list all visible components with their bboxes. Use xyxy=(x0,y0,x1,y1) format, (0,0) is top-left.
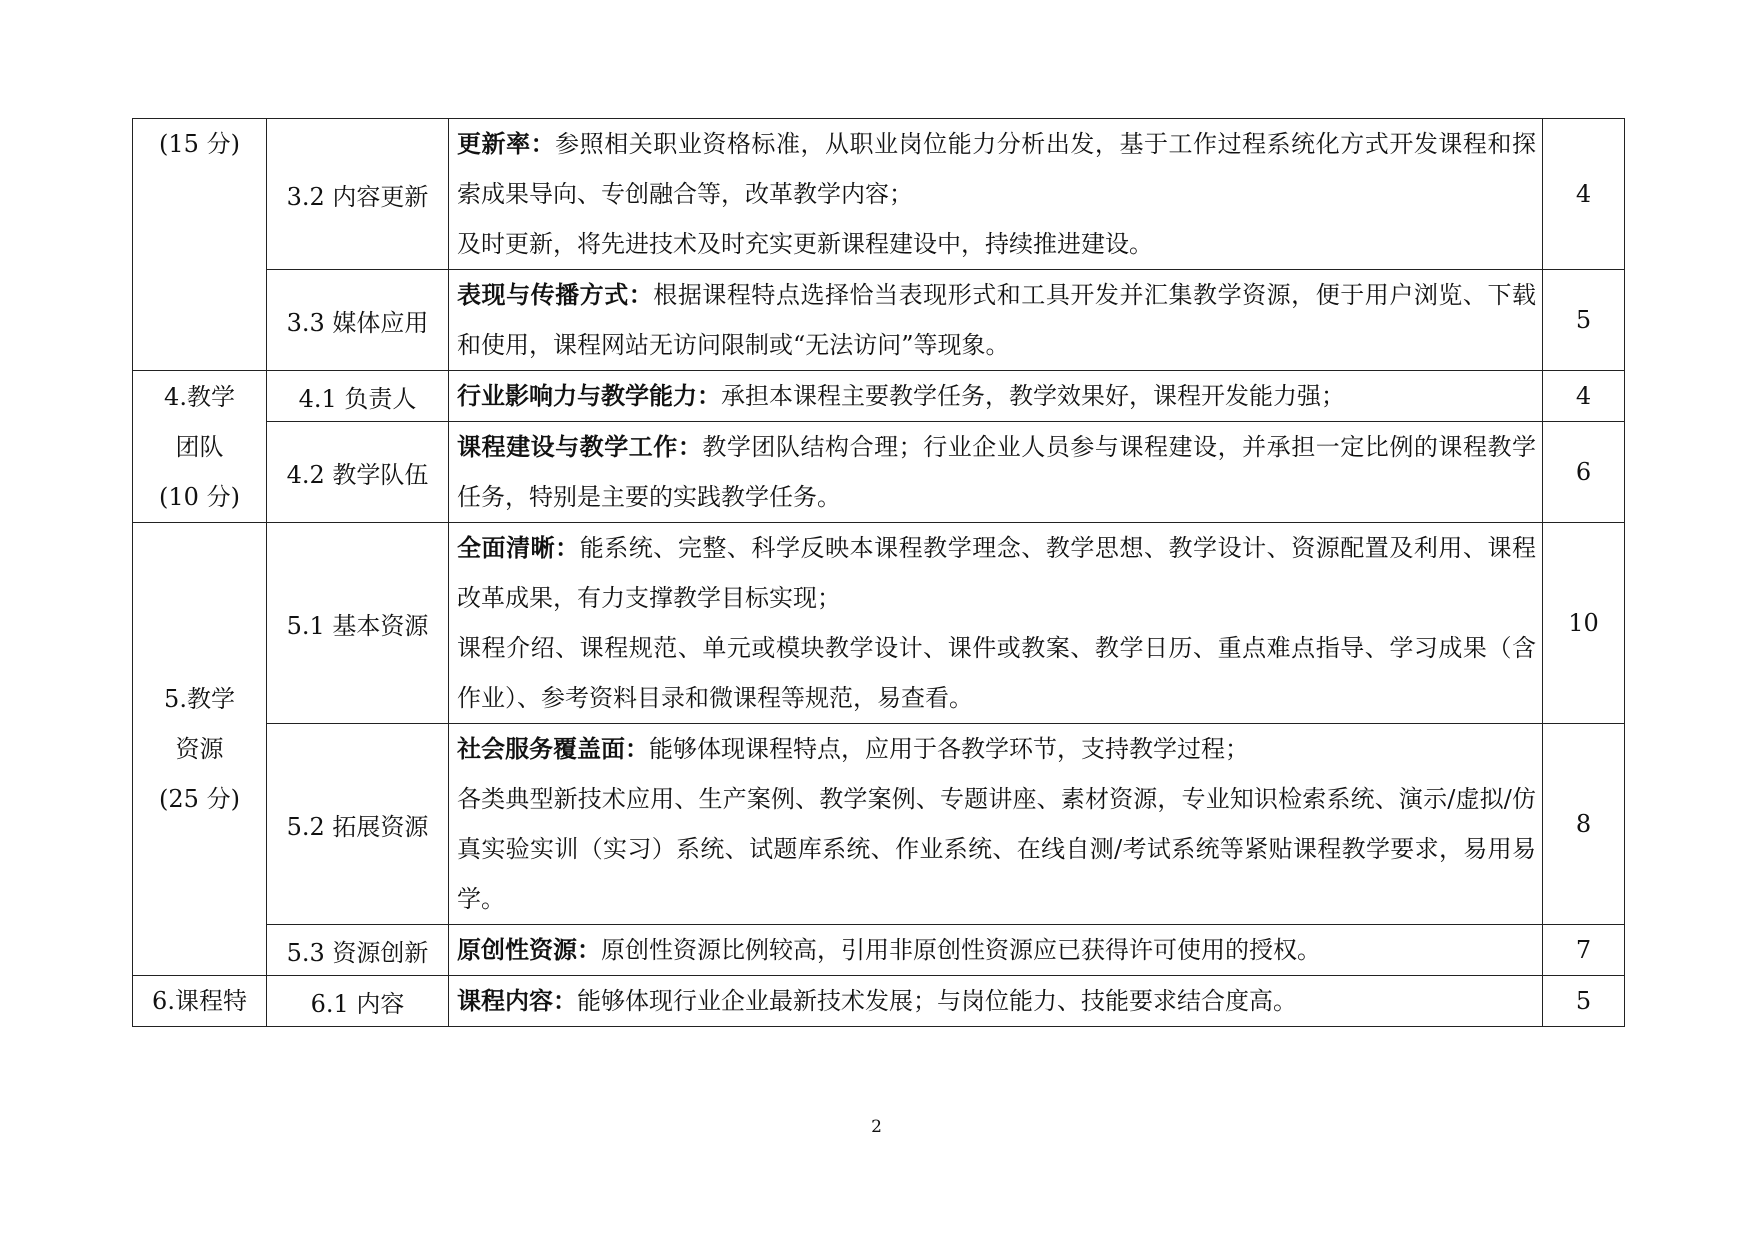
table-row xyxy=(133,523,1625,724)
criteria-cell xyxy=(449,976,1543,1027)
category-label: (15 分) xyxy=(159,130,240,158)
criteria-cell xyxy=(449,925,1543,976)
subitem-cell xyxy=(267,925,449,976)
subitem-cell xyxy=(267,724,449,925)
table-row xyxy=(133,925,1625,976)
subitem-label: 5.3 资源创新 xyxy=(286,938,429,967)
criteria-text: 根据课程特点选择恰当表现形式和工具开发并汇集教学资源，便于用户浏览、下载和使用，课程网站无访问限制或“无法访问”等现象。 xyxy=(457,281,1536,359)
category-label: 6.课程特 xyxy=(152,987,247,1015)
category-cell xyxy=(133,371,267,523)
score-value: 4 xyxy=(1575,382,1592,410)
criteria-text: 能够体现课程特点，应用于各教学环节，支持教学过程； xyxy=(649,735,1249,763)
score-value: 5 xyxy=(1575,306,1592,334)
score-value: 4 xyxy=(1575,180,1592,208)
score-value: 5 xyxy=(1575,987,1592,1015)
subitem-label: 6.1 内容 xyxy=(310,989,405,1018)
subitem-cell xyxy=(267,371,449,422)
table-row xyxy=(133,119,1625,270)
subitem-cell xyxy=(267,119,449,270)
category-label: (25 分) xyxy=(159,785,240,813)
subitem-label: 3.2 内容更新 xyxy=(286,182,429,211)
score-value: 7 xyxy=(1575,936,1592,964)
criteria-text: 各类典型新技术应用、生产案例、教学案例、专题讲座、素材资源，专业知识检索系统、演示/虚拟/仿真实验实训（实习）系统、试题库系统、作业系统、在线自测/考试系统等紧贴课程教学要求，易用易学。 xyxy=(457,785,1536,913)
criteria-text: 原创性资源比例较高，引用非原创性资源应已获得许可使用的授权。 xyxy=(601,936,1321,964)
criteria-keyword: 课程建设与教学工作： xyxy=(457,432,703,461)
criteria-cell xyxy=(449,371,1543,422)
subitem-label: 4.2 教学队伍 xyxy=(286,460,429,489)
criteria-keyword: 表现与传播方式： xyxy=(457,280,654,309)
score-cell xyxy=(1543,523,1625,724)
criteria-text: 承担本课程主要教学任务，教学效果好，课程开发能力强； xyxy=(721,382,1345,410)
category-cell xyxy=(133,976,267,1027)
subitem-label: 5.1 基本资源 xyxy=(286,611,429,640)
criteria-keyword: 更新率： xyxy=(457,129,556,158)
score-cell xyxy=(1543,422,1625,523)
criteria-text: 能系统、完整、科学反映本课程教学理念、教学思想、教学设计、资源配置及利用、课程改革成果，有力支撑教学目标实现； xyxy=(457,534,1537,612)
criteria-text: 及时更新，将先进技术及时充实更新课程建设中，持续推进建设。 xyxy=(457,230,1153,258)
category-label: (10 分) xyxy=(159,482,240,511)
criteria-text: 能够体现行业企业最新技术发展；与岗位能力、技能要求结合度高。 xyxy=(577,987,1297,1015)
page-number: 2 xyxy=(871,1117,882,1137)
subitem-cell xyxy=(267,523,449,724)
subitem-cell xyxy=(267,976,449,1027)
criteria-cell xyxy=(449,119,1543,270)
table-row xyxy=(133,976,1625,1027)
score-cell xyxy=(1543,270,1625,371)
criteria-cell xyxy=(449,422,1543,523)
subitem-cell xyxy=(267,270,449,371)
criteria-cell xyxy=(449,724,1543,925)
category-label: 5.教学 xyxy=(164,685,235,713)
criteria-text: 教学团队结构合理；行业企业人员参与课程建设，并承担一定比例的课程教学任务，特别是主要的实践教学任务。 xyxy=(457,433,1537,511)
score-cell xyxy=(1543,371,1625,422)
category-label: 资源 xyxy=(175,735,224,763)
subitem-cell xyxy=(267,422,449,523)
category-cell xyxy=(133,523,267,976)
criteria-cell xyxy=(449,523,1543,724)
criteria-keyword: 行业影响力与教学能力： xyxy=(457,381,721,410)
score-cell xyxy=(1543,119,1625,270)
criteria-keyword: 课程内容： xyxy=(457,986,577,1015)
criteria-keyword: 原创性资源： xyxy=(457,935,601,964)
subitem-label: 5.2 拓展资源 xyxy=(286,812,429,841)
evaluation-table xyxy=(132,118,1625,1027)
table-row xyxy=(133,422,1625,523)
score-cell xyxy=(1543,925,1625,976)
subitem-label: 4.1 负责人 xyxy=(298,384,417,413)
score-value: 8 xyxy=(1575,810,1592,838)
table-row xyxy=(133,371,1625,422)
score-cell xyxy=(1543,724,1625,925)
table-row xyxy=(133,724,1625,925)
subitem-label: 3.3 媒体应用 xyxy=(286,308,429,337)
category-label: 团队 xyxy=(175,432,224,461)
criteria-keyword: 社会服务覆盖面： xyxy=(457,734,649,763)
score-cell xyxy=(1543,976,1625,1027)
score-value: 10 xyxy=(1568,609,1599,637)
category-label: 4.教学 xyxy=(164,382,235,411)
category-cell xyxy=(133,119,267,371)
criteria-cell xyxy=(449,270,1543,371)
table-row xyxy=(133,270,1625,371)
score-value: 6 xyxy=(1575,458,1592,486)
criteria-text: 课程介绍、课程规范、单元或模块教学设计、课件或教案、教学日历、重点难点指导、学习成果（含作业）、参考资料目录和微课程等规范，易查看。 xyxy=(457,634,1536,712)
criteria-text: 参照相关职业资格标准，从职业岗位能力分析出发，基于工作过程系统化方式开发课程和探索成果导向、专创融合等，改革教学内容； xyxy=(457,130,1536,208)
criteria-keyword: 全面清晰： xyxy=(457,533,580,562)
